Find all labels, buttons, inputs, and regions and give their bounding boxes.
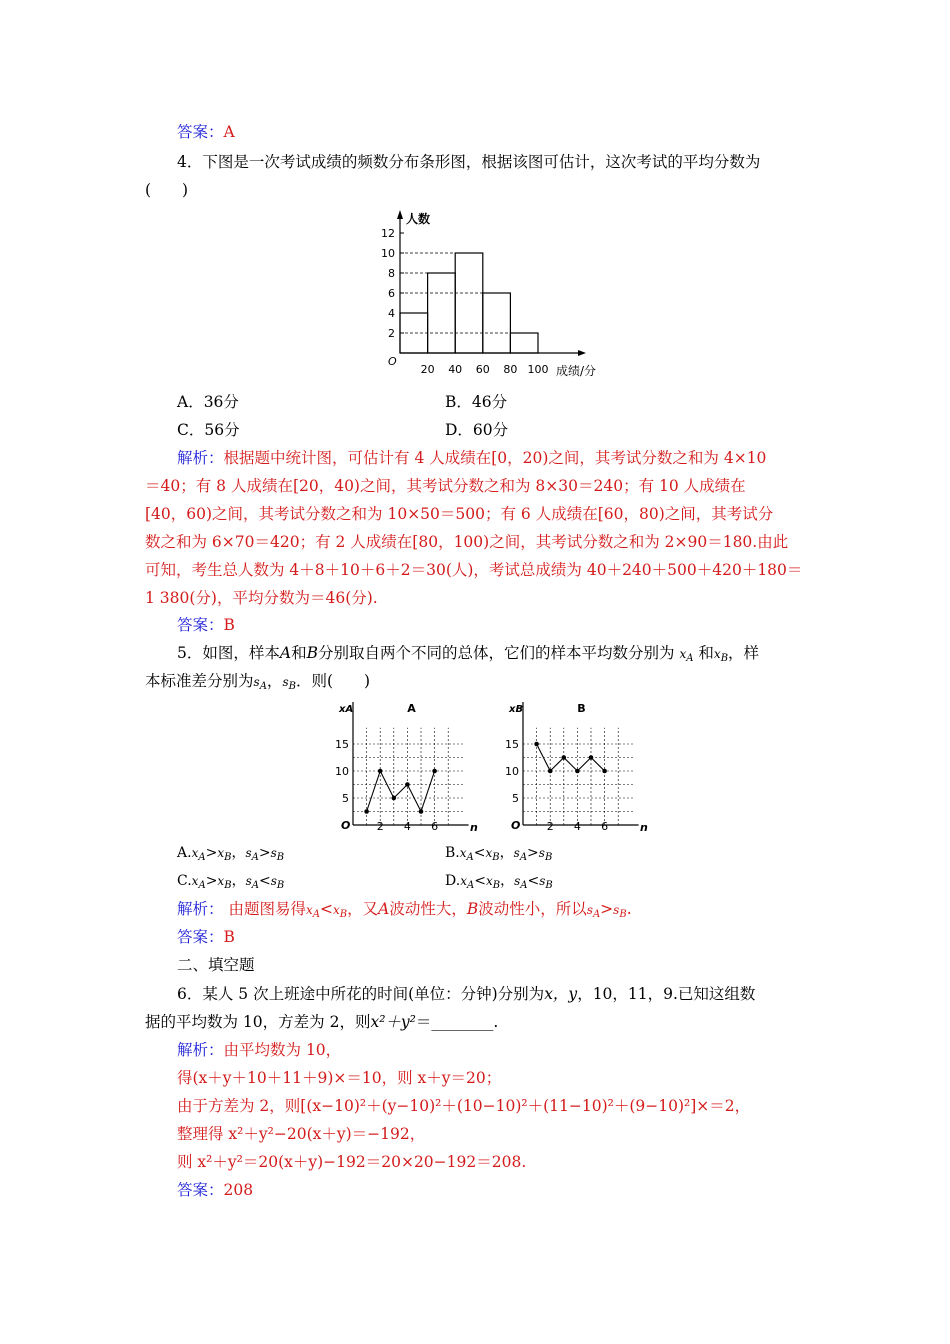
q4-analysis-line5: 可知，考生总人数为 4＋8＋10＋6＋2＝30(人)，考试总成绩为 40＋240＋500＋420＋180＝ — [145, 561, 803, 579]
v: x — [191, 846, 199, 860]
x-tick-label: 4 — [573, 820, 581, 833]
s: A — [592, 909, 601, 920]
x-axis-label: n — [469, 821, 478, 834]
s: A — [198, 880, 206, 891]
q6-stem-line2 — [145, 1012, 498, 1032]
x-tick-label: 20 — [420, 363, 435, 376]
q5-option-b: $B.x_A<x_B$，$s_A>s_B$ — [445, 845, 553, 863]
x-tick-label: 2 — [546, 820, 554, 833]
v: x — [217, 846, 225, 860]
x-tick-label: 6 — [431, 820, 439, 833]
answer-value: 208 — [223, 1181, 254, 1199]
q3-answer — [177, 122, 235, 142]
q4-answer — [177, 615, 235, 635]
answer-label: 答案： — [177, 1181, 224, 1199]
text: 本标准差分别为 — [145, 672, 254, 690]
y-tick-label: 15 — [335, 738, 349, 751]
q4-analysis-line6: 1 380(分)，平均分数为＝46(分). — [145, 589, 378, 607]
v: s — [245, 846, 252, 860]
histogram-bar — [455, 253, 483, 353]
var-x: x — [679, 647, 687, 661]
histogram-bar — [510, 333, 538, 353]
x-tick-label: 4 — [403, 820, 411, 833]
s: B — [619, 909, 627, 920]
v: x — [460, 874, 467, 888]
y-tick-label: 15 — [505, 738, 519, 751]
q6-analysis-line1 — [177, 1040, 341, 1060]
s: B — [276, 852, 285, 863]
t: ，10，11，9.已知这组数 — [577, 985, 756, 1003]
text: 5．如图，样本 — [177, 644, 280, 662]
histogram-bar — [483, 293, 511, 353]
v: x — [332, 903, 340, 917]
t: 据的平均数为 10，方差为 2，则 — [145, 1013, 371, 1031]
s: A — [251, 852, 259, 863]
s: A — [520, 880, 528, 891]
y-tick-label: 10 — [505, 765, 519, 778]
t: 6．某人 5 次上班途中所花的时间(单位：分钟)分别为 — [177, 985, 545, 1003]
x-tick-label: 80 — [503, 363, 518, 376]
sub: A — [686, 653, 694, 664]
analysis-label: 解析： — [177, 1041, 224, 1059]
data-point — [548, 769, 553, 774]
q4-option-c: C．56分 — [177, 421, 240, 439]
x-tick-label: 2 — [376, 820, 384, 833]
chart-title: A — [407, 702, 416, 715]
q4-analysis-line4: 数之和为 6×70＝420；有 2 人成绩在[80，100)之间，其考试分数之和为 2×90＝180.由此 — [145, 533, 789, 551]
q6-answer — [177, 1180, 253, 1200]
label: C. — [177, 873, 192, 889]
label: A. — [177, 845, 192, 861]
sub: B — [720, 653, 729, 664]
q4-stem-line2: ( ) — [145, 181, 189, 199]
v: x — [459, 846, 467, 860]
histogram-bar — [428, 273, 456, 353]
s: B — [544, 852, 553, 863]
var-a: A — [279, 644, 292, 662]
v: s — [270, 846, 277, 860]
t: ，又 — [347, 900, 379, 918]
var-s: s — [253, 675, 260, 689]
s: B — [545, 880, 553, 891]
v: s — [538, 846, 545, 860]
label: D. — [445, 873, 461, 889]
data-point — [589, 755, 594, 760]
s: B — [224, 880, 232, 891]
v: x — [191, 874, 199, 888]
x-axis-label: 成绩/分 — [556, 364, 597, 378]
text: ，样 — [728, 644, 760, 662]
origin-label: O — [341, 819, 351, 832]
y-tick-label: 6 — [388, 287, 395, 300]
q4-option-b: B．46分 — [445, 393, 508, 411]
v: x — [305, 903, 313, 917]
v: x，y — [544, 985, 578, 1003]
q6-analysis-line5: 则 x²＋y²＝20(x＋y)−192＝20×20−192＝208. — [177, 1153, 527, 1171]
v: s — [539, 874, 546, 888]
s: B — [276, 880, 285, 891]
y-axis-label: xA — [339, 704, 354, 715]
x-tick-label: 100 — [527, 363, 549, 376]
q6-analysis-line3: 由于方差为 2，则[(x−10)²＋(y−10)²＋(10−10)²＋(11−10)²＋(9−10)²]×＝2， — [177, 1097, 751, 1115]
v: x — [217, 874, 225, 888]
y-tick-label: 8 — [388, 267, 395, 280]
t: 波动性小，所以 — [478, 900, 587, 918]
q4-analysis-line3: [40，60)之间，其考试分数之和为 10×50＝500；有 6 人成绩在[60，80)之间，其考试分 — [145, 505, 774, 523]
line-chart-b — [505, 698, 650, 838]
q5-option-a: $A.x_A>x_B$，$s_A>s_B$ — [177, 845, 285, 863]
s: A — [466, 880, 475, 891]
x-tick-label: 60 — [475, 363, 490, 376]
answer-label: 答案： — [177, 123, 224, 141]
v: s — [245, 874, 252, 888]
sub: A — [259, 681, 267, 692]
q5-option-d: $D.x_A<x_B$，$s_A<s_B$ — [445, 873, 553, 891]
v: s — [613, 903, 620, 917]
v: s — [586, 903, 593, 917]
s: B — [492, 852, 500, 863]
q5-stem-line2: 本标准差分别为$s_A$，$s_B$．则( ) — [145, 672, 371, 692]
analysis-text: 根据题中统计图，可估计有 4 人成绩在[0，20)之间，其考试分数之和为 4×10 — [223, 449, 767, 467]
q4-option-a: A．36分 — [177, 393, 239, 411]
origin-label: O — [388, 355, 397, 368]
s: B — [339, 909, 348, 920]
s: A — [251, 880, 259, 891]
y-tick-label: 5 — [342, 792, 349, 805]
data-point — [432, 769, 437, 774]
line-chart-a — [335, 698, 480, 838]
data-point — [534, 742, 539, 747]
v: B — [466, 900, 479, 918]
t: 由题图易得 — [228, 900, 306, 918]
t: 波动性大， — [389, 900, 467, 918]
data-point — [364, 809, 369, 814]
sub: B — [288, 681, 296, 692]
y-tick-label: 4 — [388, 307, 395, 320]
label: B. — [445, 845, 460, 861]
answer-label: 答案： — [177, 616, 224, 634]
y-axis-label: xB — [509, 704, 524, 715]
series-line — [537, 744, 605, 771]
y-tick-label: 5 — [512, 792, 519, 805]
q4-stem-line1: 4．下图是一次考试成绩的频数分布条形图，根据该图可估计，这次考试的平均分数为 — [177, 153, 761, 171]
var-s: s — [282, 675, 289, 689]
q4-analysis-line1 — [177, 448, 766, 468]
s: B — [224, 852, 232, 863]
text: 分别取自两个不同的总体，它们的样本平均数分别为 — [317, 644, 675, 662]
q4-analysis-line2: ＝40；有 8 人成绩在[20，40)之间，其考试分数之和为 8×30＝240；有 10 人成绩在 — [145, 477, 746, 495]
q6-analysis-line4: 整理得 x²＋y²−20(x＋y)＝−192， — [177, 1125, 426, 1143]
t: ＝________. — [415, 1013, 499, 1031]
text: 和 — [698, 644, 714, 662]
analysis-label: 解析： — [177, 900, 224, 918]
var-b: B — [306, 644, 318, 662]
answer-value: A — [223, 123, 235, 141]
q5-option-c: $C.x_A>x_B$，$s_A<s_B$ — [177, 873, 285, 891]
s: A — [312, 909, 320, 920]
frequency-histogram — [360, 205, 610, 383]
v: s — [270, 874, 277, 888]
v: x — [485, 846, 493, 860]
q5-answer — [177, 927, 235, 947]
v: x²＋y² — [370, 1013, 416, 1031]
text: ．则( ) — [295, 672, 371, 690]
y-tick-label: 10 — [381, 247, 395, 260]
y-tick-label: 10 — [335, 765, 349, 778]
v: x — [485, 874, 493, 888]
v: s — [514, 874, 521, 888]
section-heading: 二、填空题 — [177, 956, 255, 974]
q5-analysis: 解析： 由题图易得$x_A<x_B$，又A波动性大，B波动性小，所以$s_A>s_B$. — [177, 900, 632, 920]
y-axis-arrow — [397, 210, 403, 219]
v: s — [513, 846, 520, 860]
answer-value: B — [223, 616, 235, 634]
q4-option-d: D．60分 — [445, 421, 509, 439]
answer-value: B — [223, 928, 235, 946]
x-axis-arrow — [578, 350, 586, 356]
s: B — [492, 880, 501, 891]
analysis-label: 解析： — [177, 449, 224, 467]
data-point — [562, 755, 567, 760]
s: A — [466, 852, 474, 863]
x-tick-label: 40 — [448, 363, 463, 376]
y-tick-label: 12 — [381, 227, 395, 240]
x-tick-label: 6 — [601, 820, 609, 833]
s: A — [519, 852, 528, 863]
q6-analysis-line2: 得(x＋y＋10＋11＋9)×＝10，则 x＋y＝20； — [177, 1069, 502, 1087]
chart-title: B — [577, 702, 586, 715]
data-point — [575, 769, 580, 774]
data-point — [419, 809, 424, 814]
s: A — [198, 852, 206, 863]
data-point — [392, 796, 397, 801]
t: 由平均数为 10， — [223, 1041, 342, 1059]
var-x: x — [713, 647, 721, 661]
histogram-bar — [400, 313, 428, 353]
data-point — [602, 769, 607, 774]
x-axis-label: n — [639, 821, 648, 834]
text: 和 — [291, 644, 307, 662]
answer-label: 答案： — [177, 928, 224, 946]
v: A — [378, 900, 390, 918]
series-line — [367, 771, 435, 812]
origin-label: O — [511, 819, 521, 832]
q6-stem-line1 — [177, 984, 755, 1004]
y-tick-label: 2 — [388, 327, 395, 340]
data-point — [378, 769, 383, 774]
y-axis-label: 人数 — [406, 212, 431, 226]
data-point — [405, 782, 410, 787]
q5-stem-line1 — [177, 643, 759, 669]
